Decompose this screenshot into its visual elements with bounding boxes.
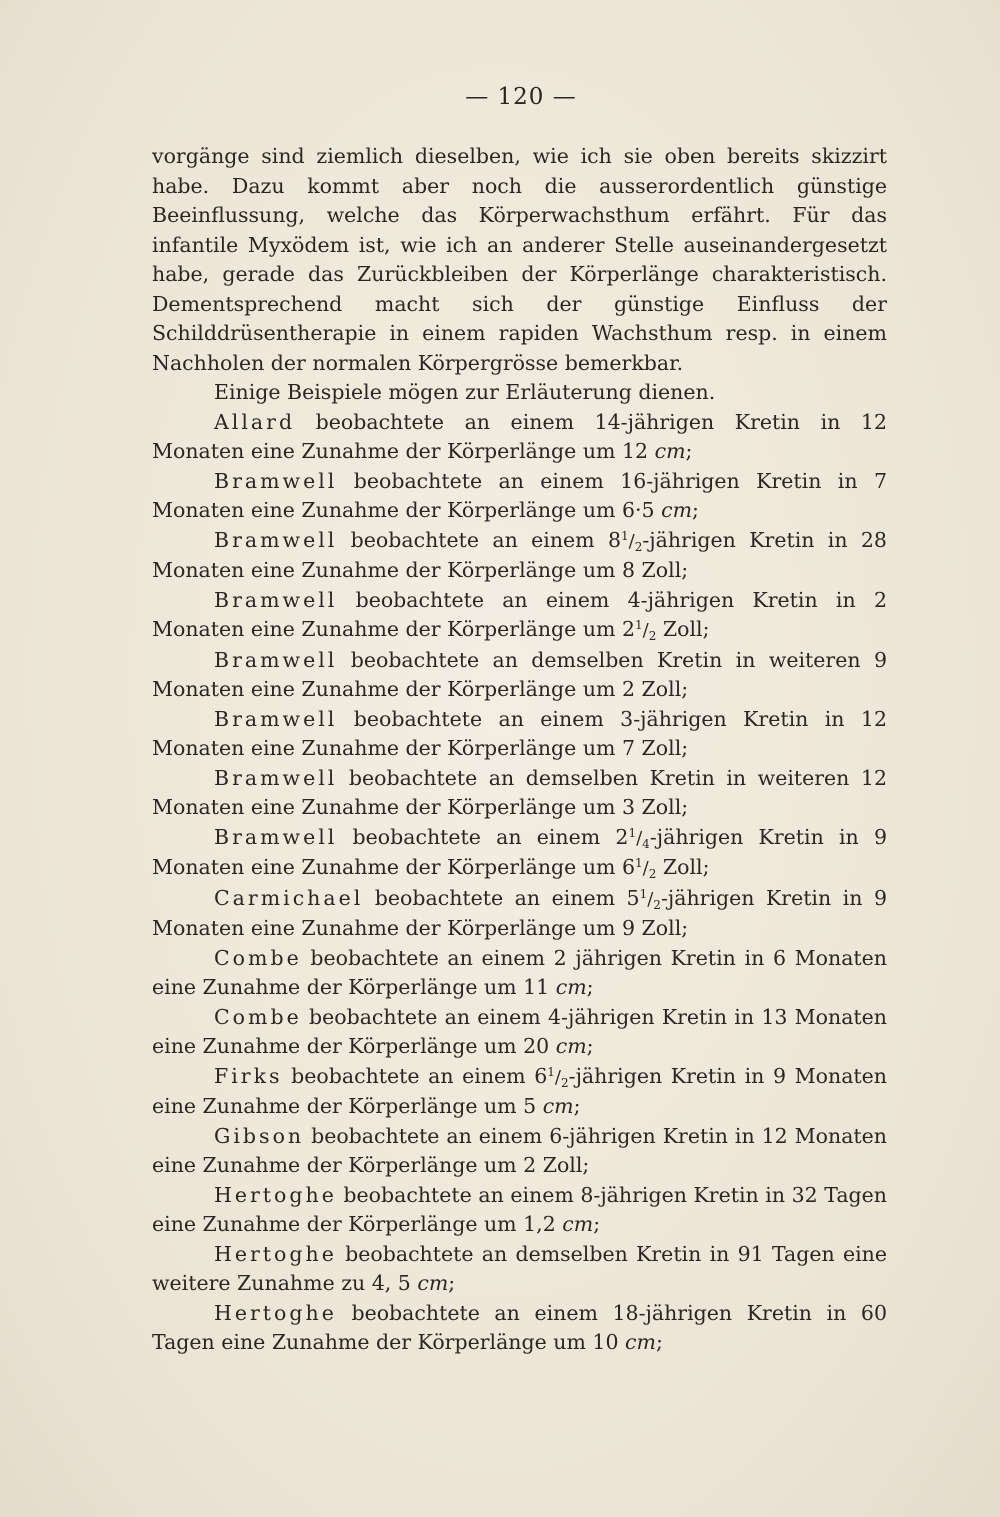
example-text: Zoll; [656,617,710,641]
example-text: ; [692,498,699,522]
example-text: beobachtete an einem 14-jährigen Kretin in 12 Monaten eine Zunahme der Körperlänge um 12 [152,409,887,463]
example-text: beobachtete an demselben Kretin in weiteren 9 Monaten eine Zunahme der Körperlänge um 2 Zoll; [152,647,887,701]
author-name: Bramwell [214,765,338,790]
author-name: Bramwell [214,706,338,731]
example-text: beobachtete an einem 18-jährigen Kretin in 60 Tagen eine Zunahme der Körperlänge um 10 [152,1300,887,1354]
example-paragraph [152,944,887,1003]
example-paragraph [152,526,887,586]
fraction-slash: / [554,1066,561,1088]
example-text: ; [593,1212,601,1236]
fraction [635,617,656,641]
fraction [640,886,661,910]
unit-cm: cm [661,498,693,522]
examples-list [152,408,887,1358]
example-text: -jährigen Kretin in 9 Monaten eine Zunahme der Körperlänge um 5 [152,1063,887,1118]
example-paragraph [152,705,887,764]
example-text: beobachtete an einem 2 [337,824,629,849]
author-name: Bramwell [214,647,338,672]
fraction-denominator: 2 [561,1075,569,1090]
page-number: — 120 — [465,84,577,110]
example-text: Zoll; [656,855,710,879]
fraction [621,528,642,552]
example-paragraph [152,586,887,646]
example-text: beobachtete an einem 3-jährigen Kretin in 12 Monaten eine Zunahme der Körperlänge um 7 Zoll; [152,706,887,760]
author-name: Firks [214,1063,283,1088]
example-text: -jährigen Kretin in 9 Monaten eine Zunahme der Körperlänge um 6 [152,824,887,879]
example-text: ; [586,1034,594,1058]
example-text: beobachtete an einem 6 [282,1063,548,1088]
example-paragraph [152,1299,887,1358]
example-text: ; [573,1094,581,1118]
unit-cm: cm [542,1094,574,1118]
author-name: Carmichael [214,885,364,910]
example-text: beobachtete an einem 4-jährigen Kretin in 2 Monaten eine Zunahme der Körperlänge um 2 [152,587,887,641]
example-paragraph [152,1062,887,1122]
example-text: ; [448,1271,456,1295]
example-paragraph [152,467,887,526]
example-text: ; [586,975,594,999]
example-text: beobachtete an einem 5 [363,885,640,910]
fraction [547,1064,568,1088]
author-name: Gibson [214,1123,305,1148]
example-paragraph [152,823,887,884]
example-text: beobachtete an demselben Kretin in weiteren 12 Monaten eine Zunahme der Körperlänge um 3 Zoll; [152,765,887,819]
author-name: Combe [214,945,302,970]
example-paragraph [152,646,887,705]
fraction-numerator: 1 [620,528,629,543]
author-name: Bramwell [214,527,338,552]
fraction-numerator: 1 [635,618,643,632]
example-paragraph [152,764,887,823]
example-text: beobachtete an einem 2 jährigen Kretin in 6 Monaten eine Zunahme der Körperlänge um 11 [152,945,887,999]
fraction [628,825,649,849]
example-text: -jährigen Kretin in 9 Monaten eine Zunahme der Körperlänge um 9 Zoll; [152,885,887,940]
example-text: -jährigen Kretin in 28 Monaten eine Zunahme der Körperlänge um 8 Zoll; [152,527,887,582]
fraction-slash: / [647,888,654,910]
example-text: beobachtete an einem 6-jährigen Kretin in 12 Monaten eine Zunahme der Körperlänge um 2 Zoll; [152,1123,887,1177]
unit-cm: cm [417,1271,449,1295]
example-text: beobachtete an einem 4-jährigen Kretin in 13 Monaten eine Zunahme der Körperlänge um 20 [152,1004,887,1058]
example-paragraph [152,1122,887,1181]
example-paragraph [152,1181,887,1240]
author-name: Hertoghe [214,1300,337,1325]
body-text [152,142,887,1358]
fraction-denominator: 2 [648,867,657,881]
unit-cm: cm [555,1034,587,1058]
example-text: beobachtete an einem 16-jährigen Kretin in 7 Monaten eine Zunahme der Körperlänge um 6·5 [152,468,887,522]
fraction-numerator: 1 [639,886,648,901]
fraction-slash: / [642,858,649,879]
author-name: Bramwell [214,587,338,612]
fraction-numerator: 1 [635,856,643,870]
example-text: beobachtete an demselben Kretin in 91 Tagen eine weitere Zunahme zu 4, 5 [152,1241,887,1295]
fraction-denominator: 4 [642,836,650,851]
unit-cm: cm [555,975,587,999]
unit-cm: cm [625,1330,656,1354]
fraction-slash: / [636,827,643,849]
example-paragraph [152,408,887,467]
fraction-slash: / [628,530,635,552]
example-paragraph [152,1003,887,1062]
author-name: Combe [214,1004,302,1029]
author-name: Hertoghe [214,1241,337,1266]
fraction-numerator: 1 [547,1064,555,1079]
author-name: Bramwell [214,468,338,493]
fraction-denominator: 2 [634,539,643,554]
unit-cm: cm [654,439,686,463]
example-paragraph [152,1240,887,1299]
author-name: Hertoghe [214,1182,337,1207]
author-name: Bramwell [214,824,338,849]
fraction [635,855,656,879]
examples-intro: Einige Beispiele mögen zur Erläuterung dienen. [214,380,716,404]
author-name: Allard [214,409,296,434]
fraction-denominator: 2 [653,897,661,912]
example-text: beobachtete an einem 8-jährigen Kretin in 32 Tagen eine Zunahme der Körperlänge um 1,2 [152,1182,887,1236]
example-text: beobachtete an einem 8 [337,527,621,552]
example-text: ; [655,1330,663,1354]
fraction-numerator: 1 [628,825,637,840]
unit-cm: cm [562,1212,594,1236]
example-paragraph [152,884,887,944]
fraction-denominator: 2 [648,629,657,643]
fraction-slash: / [642,620,649,641]
example-text: ; [685,439,693,463]
intro-paragraph: vorgänge sind ziemlich dieselben, wie ich sie oben bereits skizzirt habe. Dazu kommt aber noch die ausserordentlich günstige Beeinflussung, welche das Körperwachsthum erfährt. Für das infantile Myxödem ist, wie ich an anderer Stelle auseinandergesetzt habe, gerade das Zurückbleiben der Körperlänge charakteristisch. Dementsprechend macht sich der günstige Einfluss der Schilddrüsentherapie in einem rapiden Wachsthum resp. in einem Nachholen der normalen Körpergrösse bemerkbar. [152,144,887,375]
